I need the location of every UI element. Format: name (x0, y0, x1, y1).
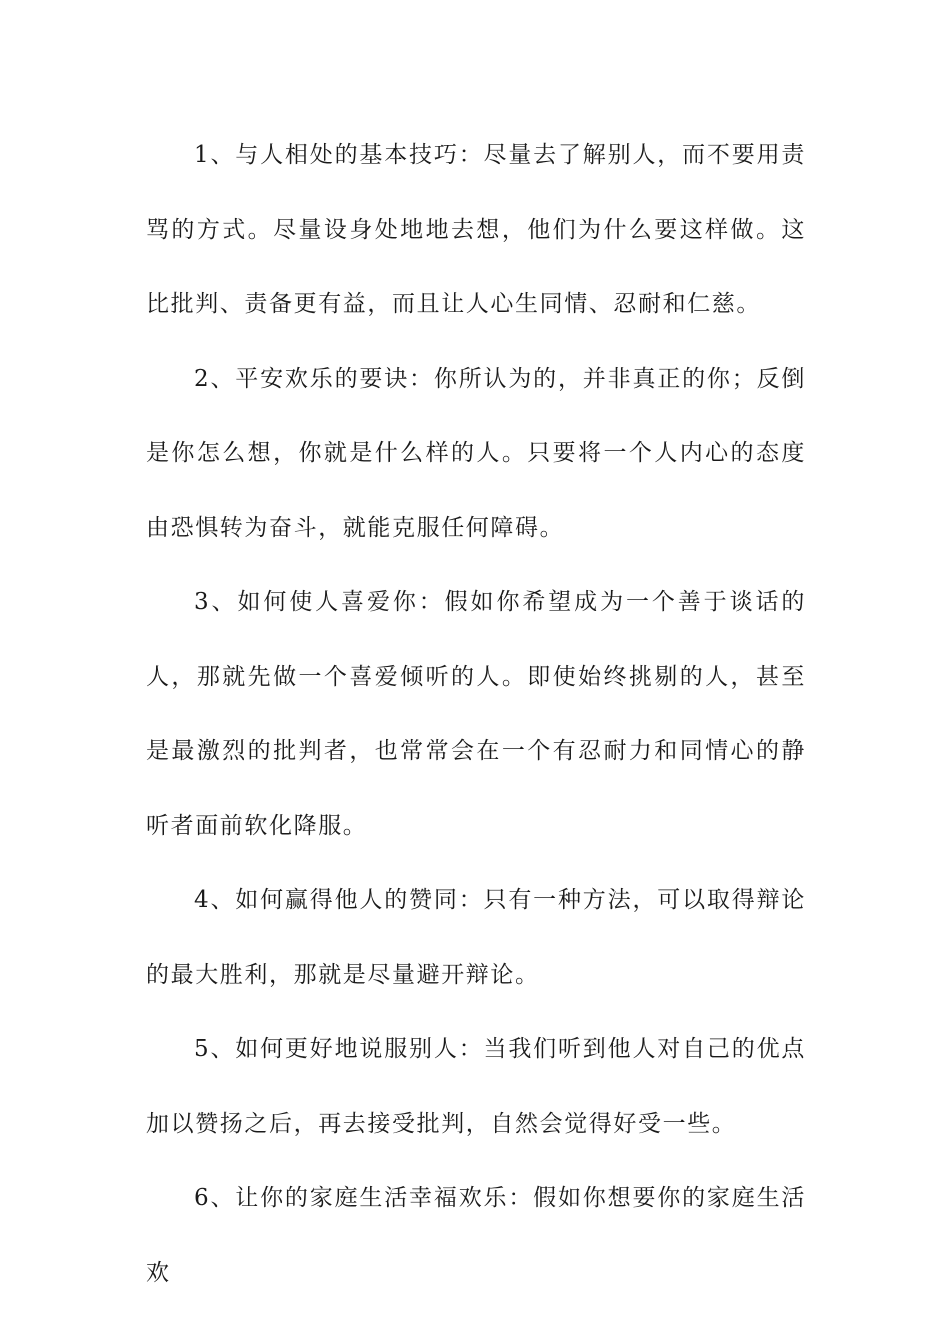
paragraph-1: 1、与人相处的基本技巧：尽量去了解别人，而不要用责骂的方式。尽量设身处地地去想，他们为什么要这样做。这比批判、责备更有益，而且让人心生同情、忍耐和仁慈。 (146, 142, 806, 317)
paragraph-3: 3、如何使人喜爱你：假如你希望成为一个善于谈话的人，那就先做一个喜爱倾听的人。即使始终挑剔的人，甚至是最激烈的批判者，也常常会在一个有忍耐力和同情心的静听者面前软化降服。 (146, 589, 806, 839)
paragraph-2: 2、平安欢乐的要诀：你所认为的，并非真正的你；反倒是你怎么想，你就是什么样的人。只要将一个人内心的态度由恐惧转为奋斗，就能克服任何障碍。 (146, 365, 806, 541)
document-body (146, 118, 806, 1310)
paragraph-6: 6、让你的家庭生活幸福欢乐：假如你想要你的家庭生活欢 (146, 1185, 806, 1286)
paragraph-4: 4、如何赢得他人的赞同：只有一种方法，可以取得辩论的最大胜利，那就是尽量避开辩论。 (146, 887, 806, 988)
paragraph-5: 5、如何更好地说服别人：当我们听到他人对自己的优点加以赞扬之后，再去接受批判，自然会觉得好受一些。 (146, 1036, 806, 1137)
